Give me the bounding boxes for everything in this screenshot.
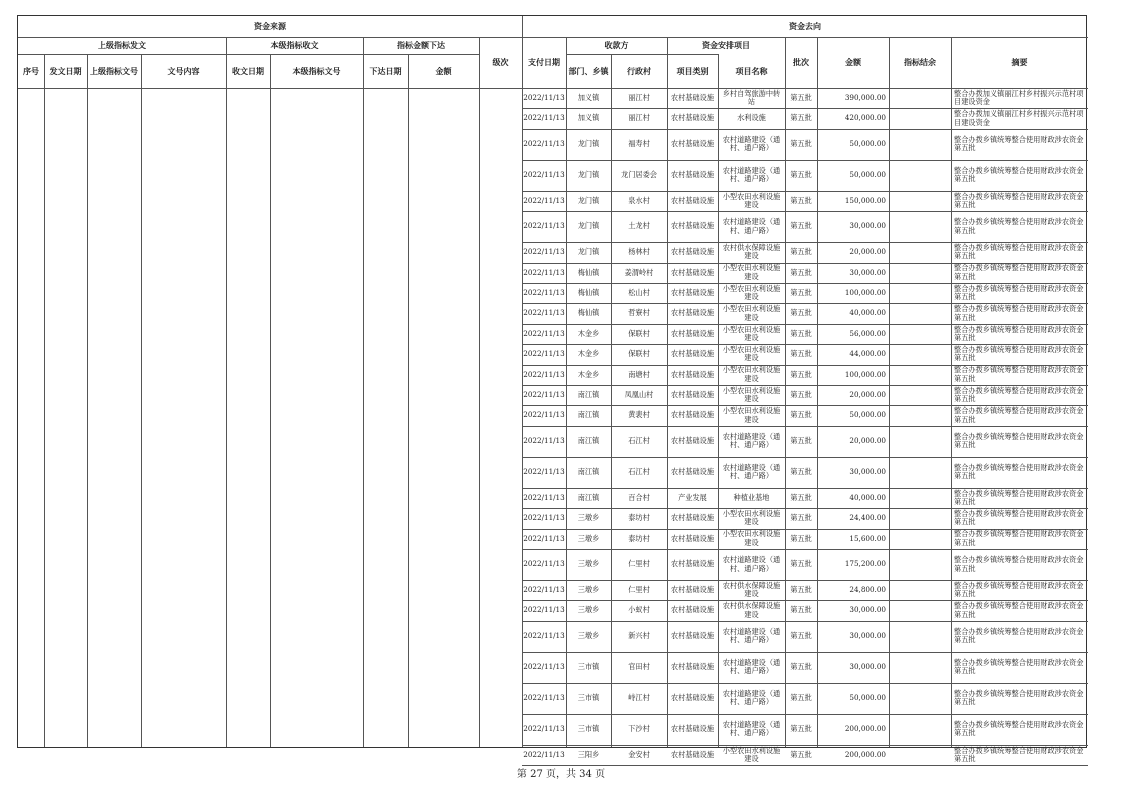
row-batch-cell: 第五批 xyxy=(790,287,812,297)
row-name-cell: 水利设施 xyxy=(737,113,766,123)
row-batch-cell: 第五批 xyxy=(790,662,812,672)
row-town-cell: 南江镇 xyxy=(577,410,600,420)
header-admin-village: 行政村 xyxy=(627,65,651,76)
row-summary-cell: 整合办拨乡镇统筹整合使用财政涉农资金第五批 xyxy=(954,191,1084,209)
row-batch-cell: 第五批 xyxy=(790,605,812,615)
row-town-cell: 龙门镇 xyxy=(577,247,600,257)
row-category-cell: 农村基础设施 xyxy=(670,113,715,123)
row-summary-cell: 整合办拨乡镇统筹整合使用财政涉农资金第五批 xyxy=(954,365,1084,383)
row-town-cell: 三市镇 xyxy=(577,693,600,703)
row-village-cell: 松山村 xyxy=(628,287,650,297)
row-batch-cell: 第五批 xyxy=(790,267,812,277)
row-amount-cell: 200,000.00 xyxy=(844,724,886,734)
row-summary-cell: 整合办拨乡镇统筹整合使用财政涉农资金第五批 xyxy=(954,555,1084,573)
row-batch-cell: 第五批 xyxy=(790,389,812,399)
row-date-cell: 2022/11/13 xyxy=(523,389,565,399)
header-local-doc-no: 本级指标文号 xyxy=(292,65,341,76)
row-name-cell: 小型农田水利设施建设 xyxy=(722,406,781,424)
row-town-cell: 龙门镇 xyxy=(577,221,600,231)
row-town-cell: 木金乡 xyxy=(577,328,600,338)
row-date-cell: 2022/11/13 xyxy=(523,492,565,502)
row-amount-cell: 24,800.00 xyxy=(849,584,886,594)
row-amount-cell: 30,000.00 xyxy=(849,467,886,477)
row-village-cell: 泉水村 xyxy=(628,195,650,205)
row-batch-cell: 第五批 xyxy=(790,693,812,703)
row-town-cell: 木金乡 xyxy=(577,369,600,379)
row-category-cell: 农村基础设施 xyxy=(670,662,715,672)
row-village-cell: 土龙村 xyxy=(628,221,650,231)
header-issue-date: 发文日期 xyxy=(49,65,82,76)
row-name-cell: 农村道路建设（通村、通户路） xyxy=(722,719,781,738)
row-category-cell: 农村基础设施 xyxy=(670,221,715,231)
row-date-cell: 2022/11/13 xyxy=(523,369,565,379)
row-batch-cell: 第五批 xyxy=(790,92,812,102)
row-date-cell: 2022/11/13 xyxy=(523,662,565,672)
row-summary-cell: 整合办拨乡镇统筹整合使用财政涉农资金第五批 xyxy=(954,134,1084,153)
row-name-cell: 农村道路建设（通村、通户路） xyxy=(722,688,781,707)
row-date-cell: 2022/11/13 xyxy=(523,247,565,257)
row-name-cell: 农村道路建设（通村、通户路） xyxy=(722,626,781,645)
row-category-cell: 农村基础设施 xyxy=(670,369,715,379)
row-village-cell: 官田村 xyxy=(628,662,650,672)
row-date-cell: 2022/11/13 xyxy=(523,308,565,318)
row-date-cell: 2022/11/13 xyxy=(523,267,565,277)
row-category-cell: 农村基础设施 xyxy=(670,559,715,569)
row-name-cell: 农村道路建设（通村、通户路） xyxy=(722,555,781,573)
row-batch-cell: 第五批 xyxy=(790,513,812,523)
row-amount-cell: 30,000.00 xyxy=(849,631,886,641)
row-date-cell: 2022/11/13 xyxy=(523,584,565,594)
row-date-cell: 2022/11/13 xyxy=(523,195,565,205)
row-date-cell: 2022/11/13 xyxy=(523,467,565,477)
row-village-cell: 龙门居委会 xyxy=(621,170,657,180)
funds-ledger-sheet xyxy=(17,15,1087,763)
header-amount-dest: 金额 xyxy=(845,57,861,67)
row-batch-cell: 第五批 xyxy=(790,492,812,502)
row-name-cell: 农村道路建设（通村、通户路） xyxy=(722,462,781,481)
row-batch-cell: 第五批 xyxy=(790,467,812,477)
row-summary-cell: 整合办拨乡镇统筹整合使用财政涉农资金第五批 xyxy=(954,580,1084,599)
row-village-cell: 丽江村 xyxy=(628,113,650,123)
row-category-cell: 农村基础设施 xyxy=(670,267,715,277)
row-village-cell: 福寿村 xyxy=(628,139,650,149)
header-seq: 序号 xyxy=(23,65,39,76)
row-summary-cell: 整合办拨乡镇统筹整合使用财政涉农资金第五批 xyxy=(954,217,1084,235)
row-name-cell: 农村道路建设（通村、通户路） xyxy=(722,657,781,676)
row-amount-cell: 390,000.00 xyxy=(844,92,886,102)
header-upper-doc: 上级指标发文 xyxy=(98,40,146,50)
row-village-cell: 下沙村 xyxy=(628,724,650,734)
row-date-cell: 2022/11/13 xyxy=(523,513,565,523)
row-village-cell: 泰坊村 xyxy=(628,513,650,523)
row-name-cell: 农村供水保障设施建设 xyxy=(722,580,781,599)
row-name-cell: 小型农田水利设施建设 xyxy=(722,283,781,302)
row-town-cell: 加义镇 xyxy=(577,92,600,102)
row-name-cell: 小型农田水利设施建设 xyxy=(722,344,781,363)
row-summary-cell: 整合办拨乡镇统筹整合使用财政涉农资金第五批 xyxy=(954,529,1084,547)
row-name-cell: 小型农田水利设施建设 xyxy=(722,385,781,404)
row-summary-cell: 整合办拨乡镇统筹整合使用财政涉农资金第五批 xyxy=(954,242,1084,261)
row-category-cell: 农村基础设施 xyxy=(670,308,715,318)
header-level: 级次 xyxy=(492,57,509,67)
row-amount-cell: 40,000.00 xyxy=(849,492,886,502)
header-funds-destination: 资金去向 xyxy=(789,21,821,31)
row-summary-cell: 整合办拨乡镇统筹整合使用财政涉农资金第五批 xyxy=(954,688,1084,707)
row-village-cell: 黄裴村 xyxy=(628,410,650,420)
row-date-cell: 2022/11/13 xyxy=(523,749,565,759)
header-project: 资金安排项目 xyxy=(702,40,750,50)
row-category-cell: 农村基础设施 xyxy=(670,410,715,420)
row-summary-cell: 整合办拨乡镇统筹整合使用财政涉农资金第五批 xyxy=(954,324,1084,342)
row-amount-cell: 15,600.00 xyxy=(849,533,886,543)
row-town-cell: 三市镇 xyxy=(577,724,600,734)
row-village-cell: 新兴村 xyxy=(628,631,650,641)
row-amount-cell: 30,000.00 xyxy=(849,605,886,615)
row-amount-cell: 56,000.00 xyxy=(849,328,886,338)
row-summary-cell: 整合办拨加义镇丽江村乡村振兴示范村项目建设资金 xyxy=(954,88,1084,107)
row-town-cell: 南江镇 xyxy=(577,467,600,477)
header-batch: 批次 xyxy=(793,57,809,67)
row-amount-cell: 30,000.00 xyxy=(849,221,886,231)
row-village-cell: 保联村 xyxy=(628,328,650,338)
row-category-cell: 农村基础设施 xyxy=(670,605,715,615)
row-town-cell: 三墩乡 xyxy=(577,605,600,615)
row-summary-cell: 整合办拨乡镇统筹整合使用财政涉农资金第五批 xyxy=(954,431,1084,450)
row-amount-cell: 50,000.00 xyxy=(849,170,886,180)
row-category-cell: 农村基础设施 xyxy=(670,693,715,703)
row-amount-cell: 175,200.00 xyxy=(844,559,886,569)
row-category-cell: 农村基础设施 xyxy=(670,195,715,205)
row-name-cell: 农村道路建设（通村、通户路） xyxy=(722,165,781,184)
row-date-cell: 2022/11/13 xyxy=(523,410,565,420)
header-payee: 收款方 xyxy=(604,40,629,50)
row-category-cell: 农村基础设施 xyxy=(670,749,715,759)
row-category-cell: 农村基础设施 xyxy=(670,389,715,399)
header-project-name: 项目名称 xyxy=(735,65,768,76)
row-name-cell: 农村道路建设（通村、通户路） xyxy=(722,217,781,235)
page-number: 第 27 页，共 34 页 xyxy=(516,769,606,780)
row-summary-cell: 整合办拨乡镇统筹整合使用财政涉农资金第五批 xyxy=(954,719,1084,738)
row-amount-cell: 200,000.00 xyxy=(844,749,886,759)
row-category-cell: 农村基础设施 xyxy=(670,328,715,338)
header-pay-date: 支付日期 xyxy=(528,57,560,67)
row-village-cell: 哲寮村 xyxy=(628,308,650,318)
row-amount-cell: 30,000.00 xyxy=(849,267,886,277)
row-summary-cell: 整合办拨乡镇统筹整合使用财政涉农资金第五批 xyxy=(954,344,1084,363)
row-town-cell: 梅仙镇 xyxy=(577,308,600,318)
row-amount-cell: 50,000.00 xyxy=(849,410,886,420)
row-village-cell: 泰坊村 xyxy=(628,533,650,543)
row-village-cell: 石江村 xyxy=(628,436,650,446)
row-category-cell: 农村基础设施 xyxy=(670,467,715,477)
row-date-cell: 2022/11/13 xyxy=(523,113,565,123)
row-name-cell: 小型农田水利设施建设 xyxy=(722,324,781,342)
row-batch-cell: 第五批 xyxy=(790,349,812,359)
row-name-cell: 小型农田水利设施建设 xyxy=(722,365,781,383)
row-name-cell: 农村供水保障设施建设 xyxy=(722,601,781,619)
row-amount-cell: 50,000.00 xyxy=(849,693,886,703)
row-batch-cell: 第五批 xyxy=(790,170,812,180)
row-town-cell: 龙门镇 xyxy=(577,195,600,205)
row-village-cell: 保联村 xyxy=(628,349,650,359)
header-balance: 指标结余 xyxy=(904,57,936,67)
row-amount-cell: 30,000.00 xyxy=(849,662,886,672)
row-summary-cell: 整合办拨乡镇统筹整合使用财政涉农资金第五批 xyxy=(954,462,1084,481)
row-village-cell: 姜渭岭村 xyxy=(624,267,654,277)
row-town-cell: 三墩乡 xyxy=(577,533,600,543)
row-town-cell: 南江镇 xyxy=(577,492,600,502)
header-upper-doc-no: 上级指标文号 xyxy=(90,65,138,76)
row-village-cell: 仁里村 xyxy=(628,559,650,569)
row-batch-cell: 第五批 xyxy=(790,247,812,257)
row-summary-cell: 整合办拨乡镇统筹整合使用财政涉农资金第五批 xyxy=(954,263,1084,281)
row-amount-cell: 20,000.00 xyxy=(849,389,886,399)
header-funds-source: 资金来源 xyxy=(254,21,286,31)
row-town-cell: 木金乡 xyxy=(577,349,600,359)
header-receive-date: 收文日期 xyxy=(232,65,264,76)
row-village-cell: 丽江村 xyxy=(628,92,650,102)
header-amount: 金额 xyxy=(435,65,452,76)
row-amount-cell: 44,000.00 xyxy=(849,349,886,359)
row-summary-cell: 整合办拨乡镇统筹整合使用财政涉农资金第五批 xyxy=(954,745,1084,763)
row-town-cell: 三墩乡 xyxy=(577,559,600,569)
row-category-cell: 产业发展 xyxy=(678,492,707,502)
row-village-cell: 小蚁村 xyxy=(628,605,650,615)
row-summary-cell: 整合办拨乡镇统筹整合使用财政涉农资金第五批 xyxy=(954,406,1084,424)
row-amount-cell: 100,000.00 xyxy=(844,287,886,297)
row-amount-cell: 150,000.00 xyxy=(844,195,886,205)
row-category-cell: 农村基础设施 xyxy=(670,139,715,149)
row-batch-cell: 第五批 xyxy=(790,139,812,149)
row-name-cell: 种植业基地 xyxy=(733,492,770,502)
row-batch-cell: 第五批 xyxy=(790,724,812,734)
row-village-cell: 峙江村 xyxy=(628,693,650,703)
row-amount-cell: 50,000.00 xyxy=(849,139,886,149)
header-amount-issue: 指标金额下达 xyxy=(397,40,445,50)
row-name-cell: 农村供水保障设施建设 xyxy=(722,242,781,261)
row-summary-cell: 整合办拨乡镇统筹整合使用财政涉农资金第五批 xyxy=(954,165,1084,184)
row-amount-cell: 40,000.00 xyxy=(849,308,886,318)
row-town-cell: 三市镇 xyxy=(577,662,600,672)
row-category-cell: 农村基础设施 xyxy=(670,724,715,734)
row-town-cell: 加义镇 xyxy=(577,113,600,123)
row-amount-cell: 100,000.00 xyxy=(844,369,886,379)
row-date-cell: 2022/11/13 xyxy=(523,92,565,102)
row-village-cell: 百合村 xyxy=(628,492,650,502)
row-date-cell: 2022/11/13 xyxy=(523,559,565,569)
row-town-cell: 三墩乡 xyxy=(577,584,600,594)
row-batch-cell: 第五批 xyxy=(790,533,812,543)
row-date-cell: 2022/11/13 xyxy=(523,349,565,359)
header-down-date: 下达日期 xyxy=(369,65,402,76)
row-date-cell: 2022/11/13 xyxy=(523,328,565,338)
row-name-cell: 小型农田水利设施建设 xyxy=(722,745,781,763)
row-category-cell: 农村基础设施 xyxy=(670,92,715,102)
row-category-cell: 农村基础设施 xyxy=(670,247,715,257)
row-amount-cell: 24,400.00 xyxy=(849,513,886,523)
row-date-cell: 2022/11/13 xyxy=(523,287,565,297)
row-amount-cell: 420,000.00 xyxy=(844,113,886,123)
row-batch-cell: 第五批 xyxy=(790,369,812,379)
row-town-cell: 梅仙镇 xyxy=(577,287,600,297)
row-town-cell: 梅仙镇 xyxy=(577,267,600,277)
row-name-cell: 农村道路建设（通村、通户路） xyxy=(722,134,781,153)
row-amount-cell: 20,000.00 xyxy=(849,436,886,446)
row-date-cell: 2022/11/13 xyxy=(523,170,565,180)
row-date-cell: 2022/11/13 xyxy=(523,693,565,703)
row-town-cell: 三阳乡 xyxy=(577,749,600,759)
row-town-cell: 三墩乡 xyxy=(577,631,600,641)
row-category-cell: 农村基础设施 xyxy=(670,533,715,543)
row-date-cell: 2022/11/13 xyxy=(523,436,565,446)
row-batch-cell: 第五批 xyxy=(790,308,812,318)
row-amount-cell: 20,000.00 xyxy=(849,247,886,257)
row-summary-cell: 整合办拨乡镇统筹整合使用财政涉农资金第五批 xyxy=(954,488,1084,506)
row-summary-cell: 整合办拨乡镇统筹整合使用财政涉农资金第五批 xyxy=(954,601,1084,619)
row-summary-cell: 整合办拨乡镇统筹整合使用财政涉农资金第五批 xyxy=(954,304,1084,322)
row-summary-cell: 整合办拨乡镇统筹整合使用财政涉农资金第五批 xyxy=(954,385,1084,404)
row-summary-cell: 整合办拨加义镇丽江村乡村振兴示范村项目建设资金 xyxy=(954,109,1084,127)
row-batch-cell: 第五批 xyxy=(790,195,812,205)
row-summary-cell: 整合办拨乡镇统筹整合使用财政涉农资金第五批 xyxy=(954,657,1084,676)
row-name-cell: 小型农田水利设施建设 xyxy=(722,191,781,209)
row-category-cell: 农村基础设施 xyxy=(670,170,715,180)
row-date-cell: 2022/11/13 xyxy=(523,724,565,734)
row-town-cell: 南江镇 xyxy=(577,389,600,399)
header-local-doc: 本级指标收文 xyxy=(270,40,319,50)
row-village-cell: 金安村 xyxy=(628,749,650,759)
row-batch-cell: 第五批 xyxy=(790,113,812,123)
row-date-cell: 2022/11/13 xyxy=(523,139,565,149)
header-project-category: 项目类别 xyxy=(676,65,709,76)
row-date-cell: 2022/11/13 xyxy=(523,605,565,615)
row-town-cell: 南江镇 xyxy=(577,436,600,446)
row-village-cell: 南塘村 xyxy=(628,369,650,379)
row-batch-cell: 第五批 xyxy=(790,328,812,338)
row-date-cell: 2022/11/13 xyxy=(523,221,565,231)
row-batch-cell: 第五批 xyxy=(790,749,812,759)
row-village-cell: 石江村 xyxy=(628,467,650,477)
row-town-cell: 龙门镇 xyxy=(577,139,600,149)
row-date-cell: 2022/11/13 xyxy=(523,533,565,543)
row-name-cell: 小型农田水利设施建设 xyxy=(722,529,781,547)
row-batch-cell: 第五批 xyxy=(790,584,812,594)
row-batch-cell: 第五批 xyxy=(790,410,812,420)
row-name-cell: 乡村自驾旅游中转站 xyxy=(722,88,781,107)
row-batch-cell: 第五批 xyxy=(790,559,812,569)
header-summary: 摘要 xyxy=(1011,57,1028,67)
row-town-cell: 龙门镇 xyxy=(577,170,600,180)
row-town-cell: 三墩乡 xyxy=(577,513,600,523)
row-summary-cell: 整合办拨乡镇统筹整合使用财政涉农资金第五批 xyxy=(954,626,1084,645)
row-name-cell: 小型农田水利设施建设 xyxy=(722,263,781,281)
row-category-cell: 农村基础设施 xyxy=(670,513,715,523)
row-name-cell: 小型农田水利设施建设 xyxy=(722,304,781,322)
row-category-cell: 农村基础设施 xyxy=(670,584,715,594)
row-summary-cell: 整合办拨乡镇统筹整合使用财政涉农资金第五批 xyxy=(954,508,1084,527)
row-batch-cell: 第五批 xyxy=(790,221,812,231)
row-date-cell: 2022/11/13 xyxy=(523,631,565,641)
row-category-cell: 农村基础设施 xyxy=(670,436,715,446)
row-village-cell: 凤凰山村 xyxy=(624,389,654,399)
header-dept-town: 部门、乡镇 xyxy=(568,65,609,76)
row-category-cell: 农村基础设施 xyxy=(670,349,715,359)
row-batch-cell: 第五批 xyxy=(790,631,812,641)
row-batch-cell: 第五批 xyxy=(790,436,812,446)
row-village-cell: 仁里村 xyxy=(628,584,650,594)
row-category-cell: 农村基础设施 xyxy=(670,631,715,641)
row-summary-cell: 整合办拨乡镇统筹整合使用财政涉农资金第五批 xyxy=(954,283,1084,302)
row-category-cell: 农村基础设施 xyxy=(670,287,715,297)
row-name-cell: 小型农田水利设施建设 xyxy=(722,508,781,527)
row-village-cell: 杨林村 xyxy=(628,247,650,257)
header-doc-content: 文号内容 xyxy=(167,65,200,76)
row-name-cell: 农村道路建设（通村、通户路） xyxy=(722,431,781,450)
